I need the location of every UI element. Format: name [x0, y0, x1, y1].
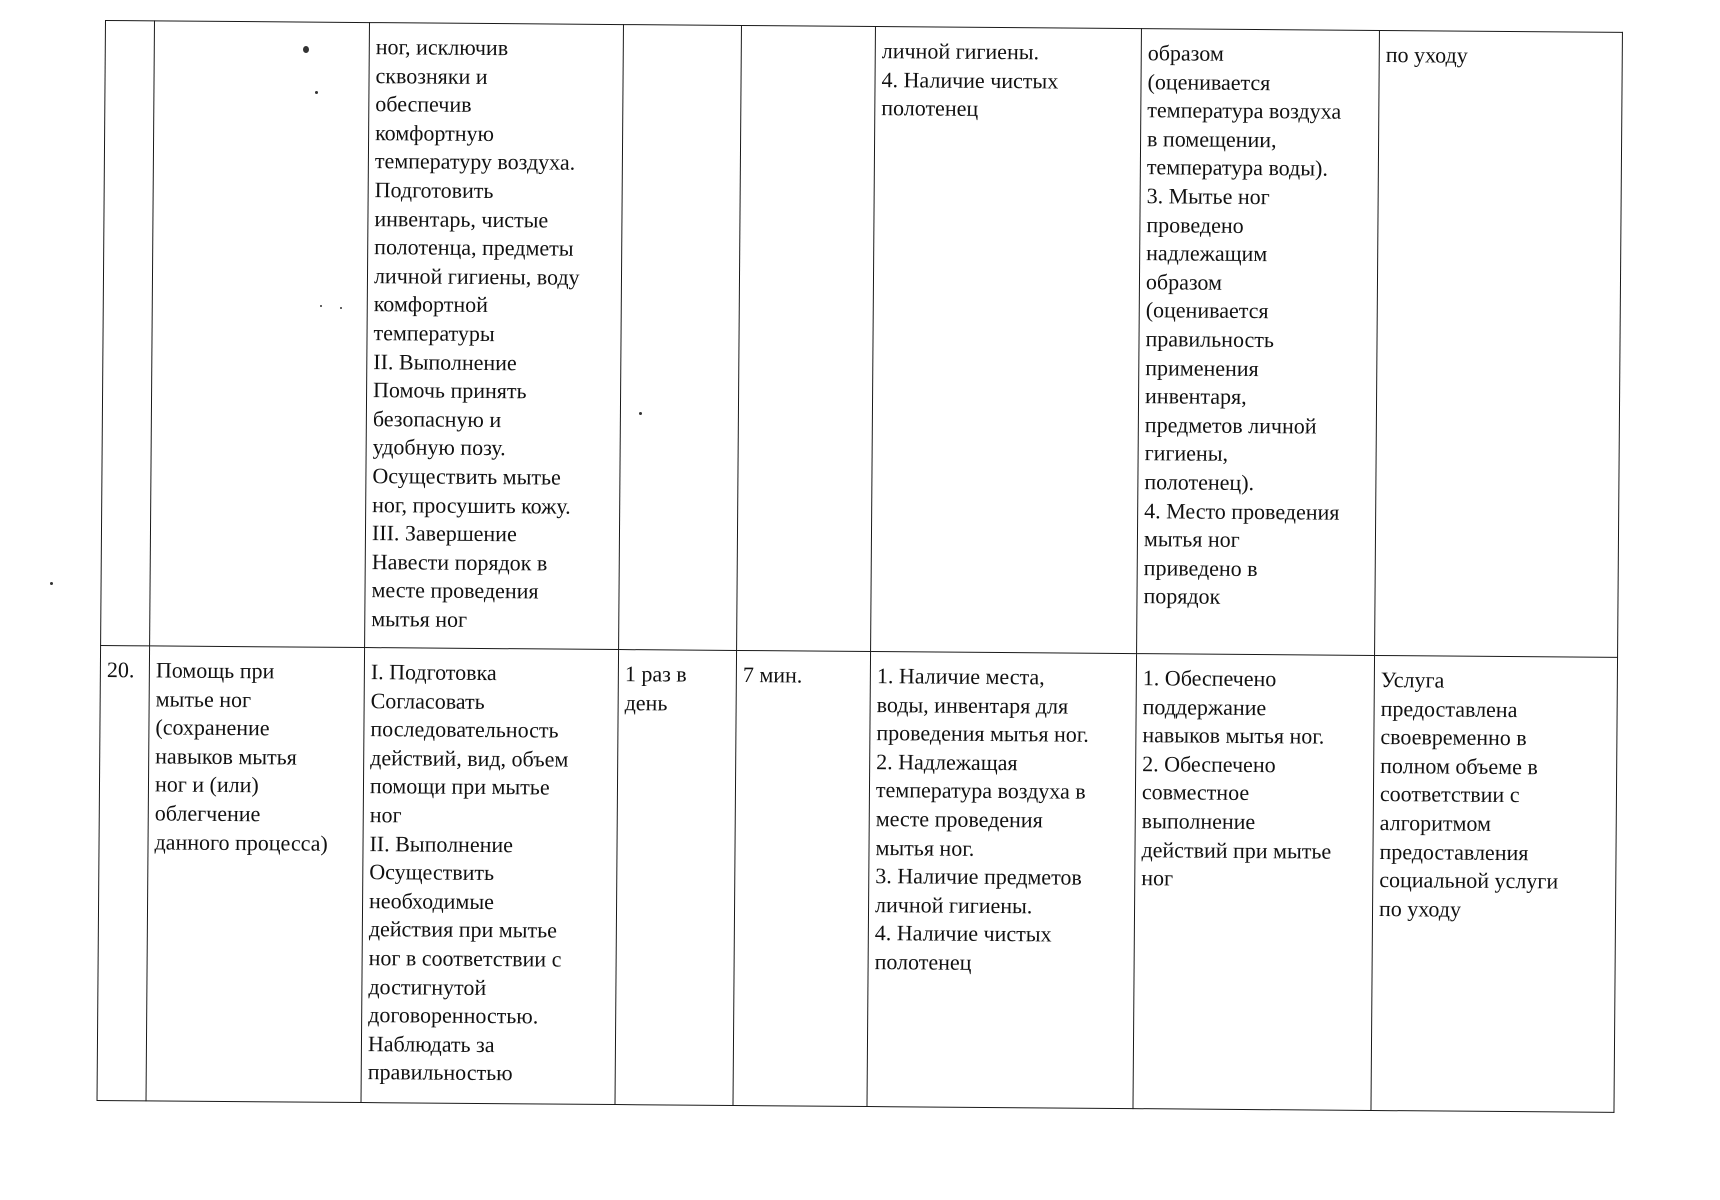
cell-conditions: 1. Наличие места, воды, инвентаря для проведения мытья ног. 2. Надлежащая температура воздуха в месте проведения мытья ног. 3. Наличие предметов личной гигиены. 4. Наличие чистых полотенец [867, 652, 1137, 1109]
cell-duration: 7 мин. [733, 650, 871, 1106]
cell-duration [737, 25, 876, 651]
cell-service-name: Помощь при мытье ног (сохранение навыков мытья ног и (или) облегчение данного процесса) [146, 646, 365, 1103]
cell-frequency [619, 25, 742, 651]
cell-number: 20. [97, 645, 150, 1100]
cell-algorithm: I. Подготовка Согласовать последовательность действий, вид, объем помощи при мытье ног II. Выполнение Осуществить необходимые действия при мытье ног в соответствии с достигнутой договоренностью. Наблюдать за правильностью [361, 648, 619, 1105]
cell-quality: 1. Обеспечено поддержание навыков мытья ног. 2. Обеспечено совместное выполнение действий при мытье ног [1133, 654, 1375, 1111]
services-table [97, 20, 1623, 1113]
cell-quality: образом (оценивается температура воздуха в помещении, температура воды). 3. Мытье ног проведено надлежащим образом (оценивается правильность применения инвентаря, предметов личной гигиены, полотенец). 4. Место проведения мытья ног приведено в порядок [1137, 29, 1380, 656]
cell-service-name [150, 21, 370, 648]
cell-number [101, 21, 155, 646]
cell-algorithm: ног, исключив сквозняки и обеспечив комфортную температуру воздуха. Подготовить инвентарь, чистые полотенца, предметы личной гигиены, воду комфортной температуры II. Выполнение Помочь принять безопасную и удобную позу. Осуществить мытье ног, просушить кожу. III. Завершение Навести порядок в месте проведения мытья ног [365, 23, 624, 650]
table-row [101, 21, 1623, 658]
cell-evaluation: Услуга предоставлена своевременно в полном объеме в соответствии с алгоритмом предоставления социальной услуги по уходу [1371, 655, 1618, 1112]
scan-speck [50, 582, 53, 585]
table-row [97, 645, 1618, 1112]
cell-evaluation: по уходу [1375, 31, 1623, 658]
cell-frequency: 1 раз в день [615, 650, 737, 1106]
cell-conditions: личной гигиены. 4. Наличие чистых полотенец [871, 27, 1142, 654]
